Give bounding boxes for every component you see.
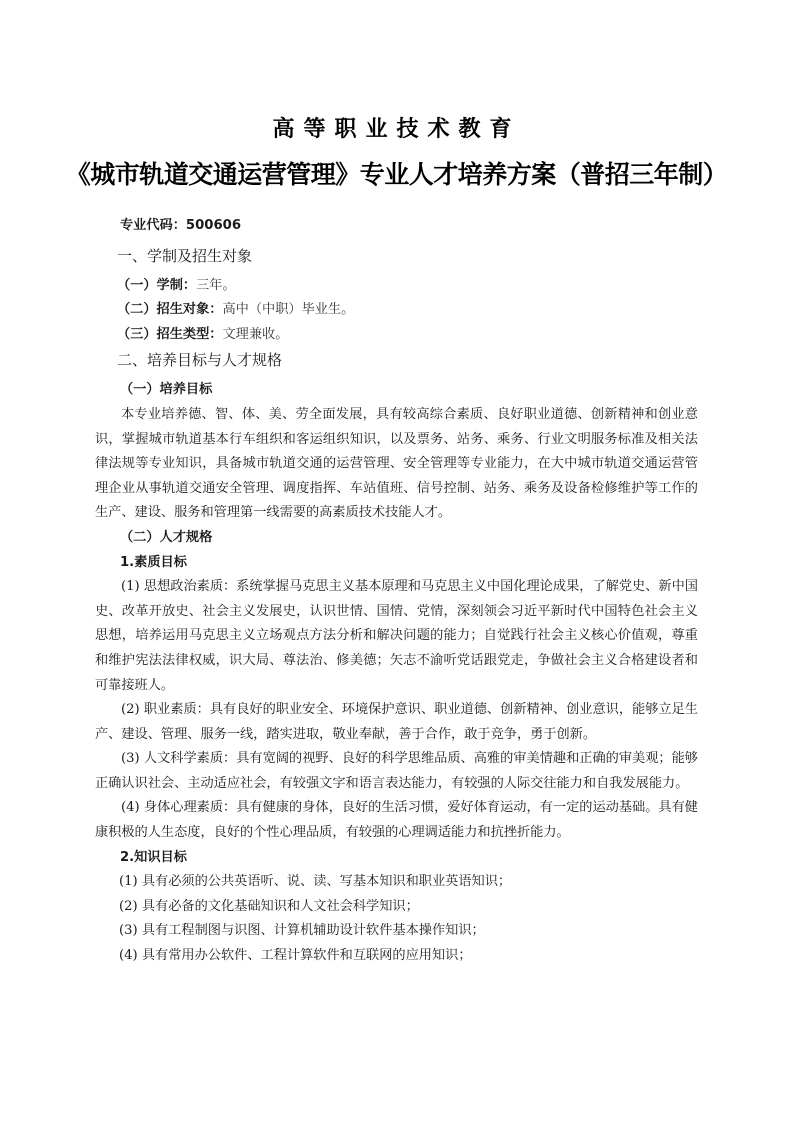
item-label: （二）招生对象： <box>117 302 223 318</box>
knowledge-item: (1) 具有必须的公共英语听、说、读、写基本知识和职业英语知识； <box>119 874 512 890</box>
paragraph-text: (4) 身体心理素质：具有健康的身体，良好的生活习惯，爱好体育运动，有一定的运动基础。具有健康积极的人生态度，良好的个性心理品质，有较强的心理调适能力和抗挫折能力。 <box>95 800 698 841</box>
quality-item-political <box>95 575 698 698</box>
subsection-heading-talent-spec: （二）人才规格 <box>120 529 213 545</box>
item-label: （三）招生类型： <box>117 326 223 342</box>
paragraph-text: (3) 人文科学素质：具有宽阔的视野、良好的科学思维品质、高雅的审美情趣和正确的审美观；能够正确认识社会、主动适应社会，有较强文字和语言表达能力，有较强的人际交往能力和自我发展能力。 <box>95 751 698 791</box>
document-body <box>95 214 698 969</box>
knowledge-item: (4) 具有常用办公软件、工程计算软件和互联网的应用知识； <box>119 948 472 964</box>
quality-item-physical <box>95 796 698 845</box>
subsection-heading-training-goal: （一）培养目标 <box>120 382 213 398</box>
item-value: 文理兼收。 <box>222 326 289 342</box>
document-title: 《城市轨道交通运营管理》专业人才培养方案（普招三年制） <box>65 160 728 189</box>
heading-quality-goals: 1.素质目标 <box>120 554 187 570</box>
training-goal-paragraph <box>95 403 698 526</box>
section-heading-enrollment: 一、学制及招生对象 <box>117 246 253 265</box>
paragraph-text: (1) 思想政治素质：系统掌握马克思主义基本原理和马克思主义中国化理论成果，了解党史、新中国史、改革开放史、社会主义发展史，认识世情、国情、党情，深刻领会习近平新时代中国特色社会主义思想，培养运用马克思主义立场观点方法分析和解决问题的能力；自觉践行社会主义核心价值观，尊重和维护宪法法律权威，识大局、尊法治、修美德；矢志不渝听党话跟党走，争做社会主义合格建设者和可靠接班人。 <box>95 579 698 693</box>
knowledge-item: (2) 具有必备的文化基础知识和人文社会科学知识； <box>119 898 419 914</box>
enrollment-item-target <box>95 298 698 323</box>
item-value: 三年。 <box>196 277 236 293</box>
enrollment-item-duration <box>95 274 698 299</box>
heading-knowledge-goals: 2.知识目标 <box>120 849 187 865</box>
quality-item-humanities <box>95 747 698 796</box>
paragraph-text: 本专业培养德、智、体、美、劳全面发展，具有较高综合素质、良好职业道德、创新精神和创业意识，掌握城市轨道基本行车组织和客运组织知识，以及票务、站务、乘务、行业文明服务标准及相关法律法规等专业知识，具备城市轨道交通的运营管理、安全管理等专业能力，在大中城市轨道交通运营管理企业从事轨道交通安全管理、调度指挥、车站值班、信号控制、站务、乘务及设备检修维护等工作的生产、建设、服务和管理第一线需要的高素质技术技能人才。 <box>95 406 698 521</box>
enrollment-item-type <box>95 323 698 348</box>
item-label: （一）学制： <box>117 277 197 293</box>
document-supertitle: 高等职业技术教育 <box>272 117 521 142</box>
item-value: 高中（中职）毕业生。 <box>222 302 355 318</box>
major-code: 专业代码：500606 <box>120 218 241 233</box>
knowledge-item: (3) 具有工程制图与识图、计算机辅助设计软件基本操作知识； <box>119 923 485 939</box>
paragraph-text: (2) 职业素质：具有良好的职业安全、环境保护意识、职业道德、创新精神、创业意识，能够立足生产、建设、管理、服务一线，踏实进取，敬业奉献，善于合作，敢于竞争，勇于创新。 <box>95 702 698 742</box>
section-heading-goals: 二、培养目标与人才规格 <box>117 351 283 370</box>
quality-item-professional <box>95 698 698 747</box>
